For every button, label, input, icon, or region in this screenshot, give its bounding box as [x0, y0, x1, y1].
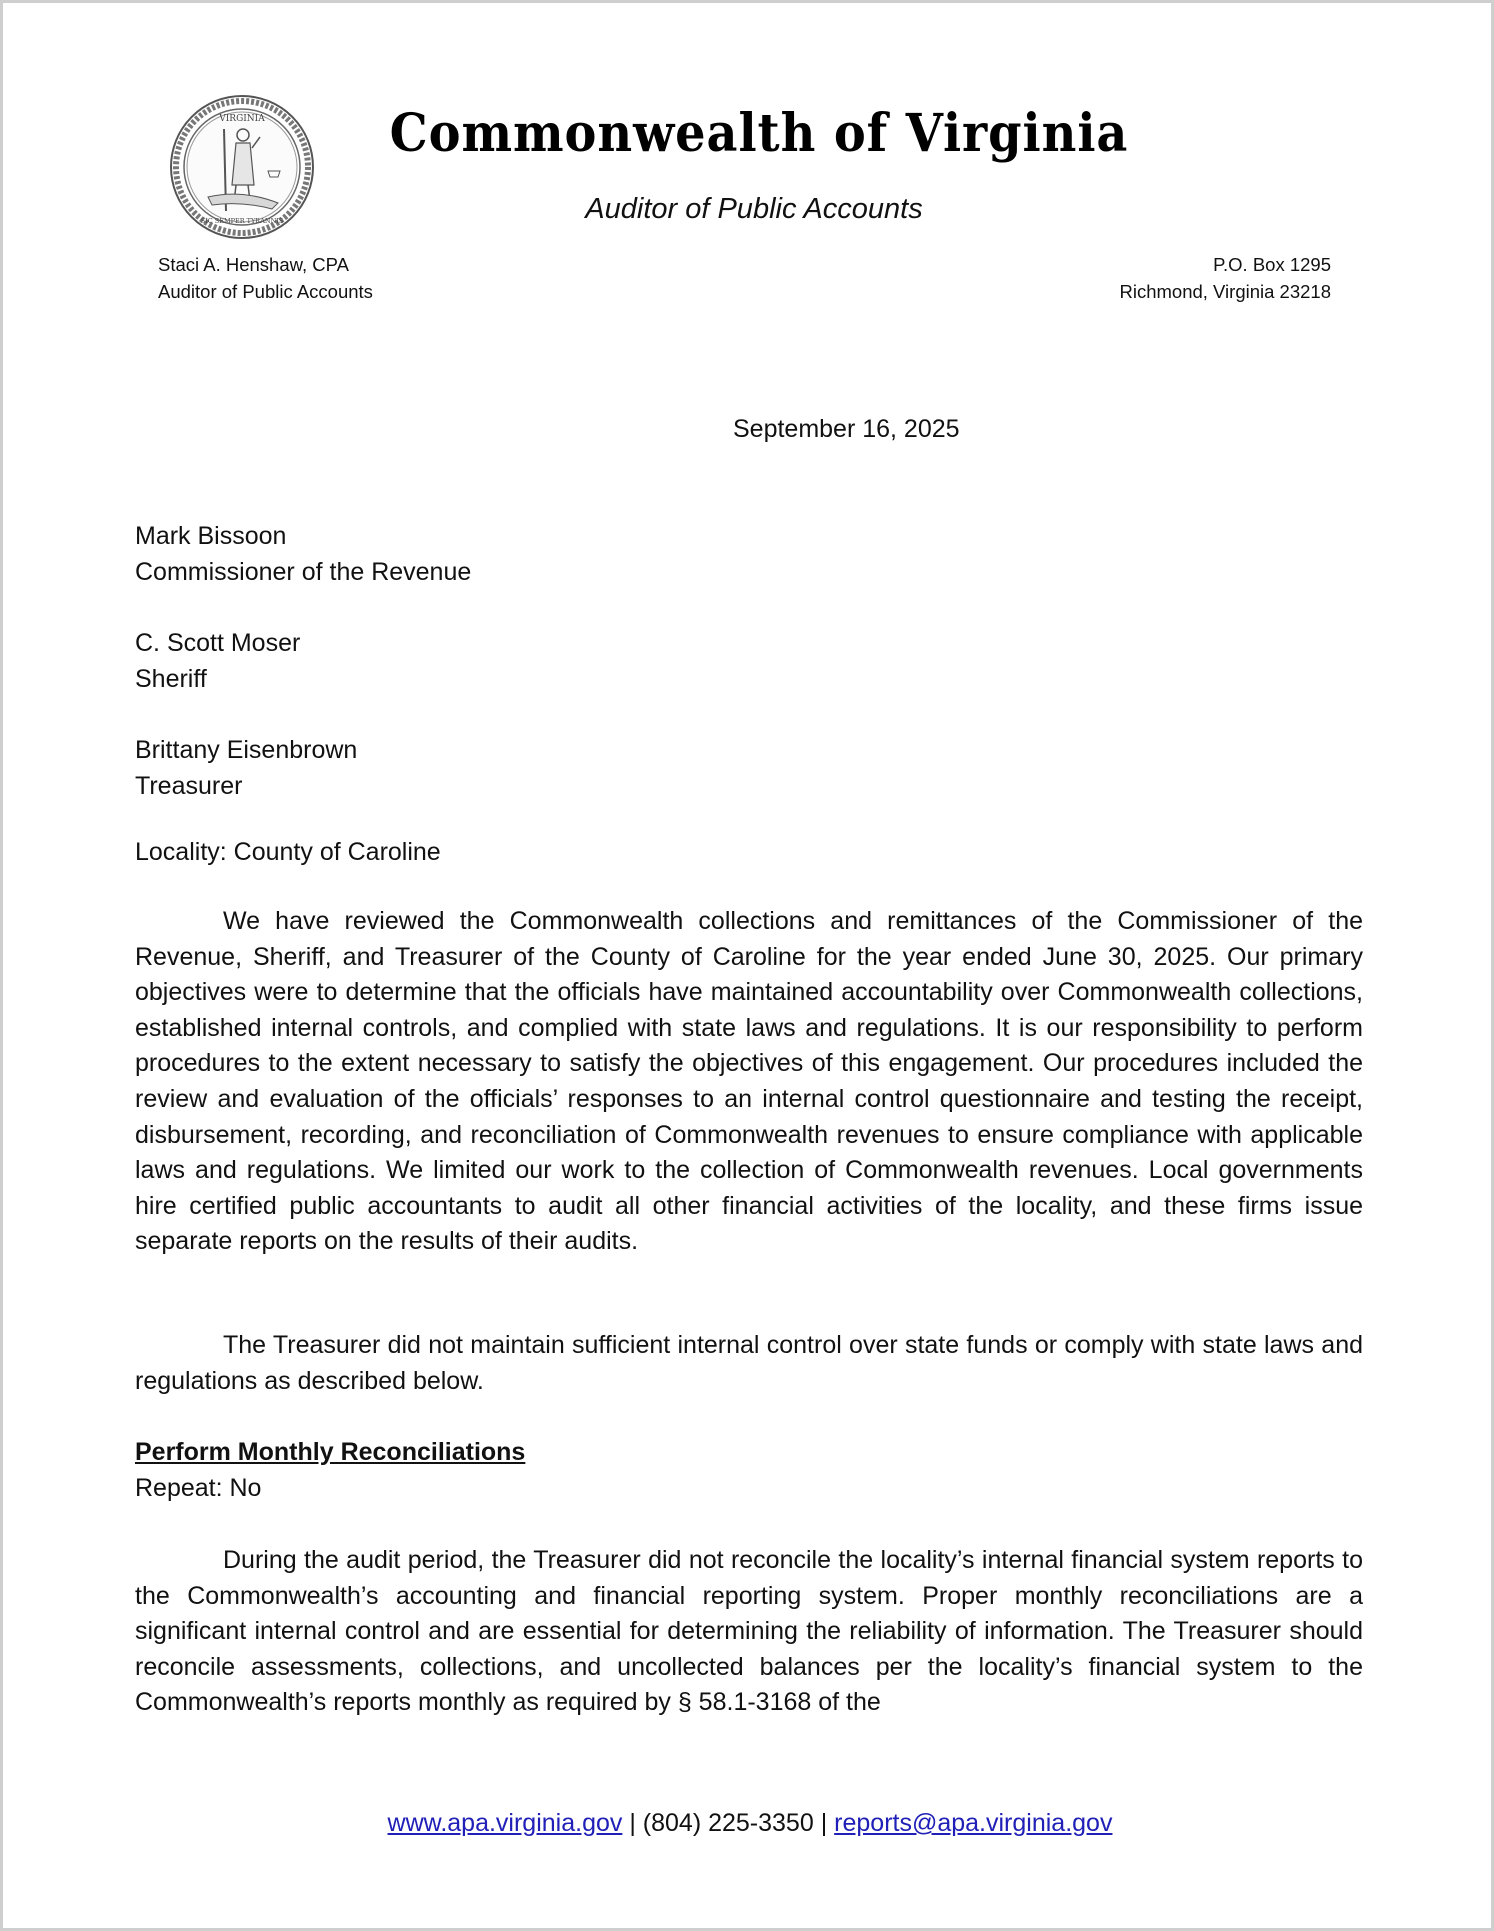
svg-text:SIC SEMPER TYRANNIS: SIC SEMPER TYRANNIS	[200, 217, 284, 225]
recipient	[135, 733, 1363, 804]
svg-text:VIRGINIA: VIRGINIA	[219, 114, 265, 124]
sender-block	[158, 251, 373, 305]
recipients-block	[135, 519, 1363, 841]
finding-repeat-status: Repeat: No	[135, 1473, 262, 1502]
recipient-name: C. Scott Moser	[135, 629, 301, 658]
address-line-2: Richmond, Virginia 23218	[1119, 281, 1331, 302]
letter-page	[3, 3, 1491, 1928]
recipient-name: Mark Bissoon	[135, 522, 287, 550]
recipient-title: Commissioner of the Revenue	[135, 557, 472, 586]
letter-date: September 16, 2025	[733, 415, 960, 443]
footer-separator: |	[629, 1809, 636, 1837]
finding-heading-block	[135, 1435, 1363, 1506]
recipient-title: Treasurer	[135, 771, 243, 800]
recipient	[135, 519, 1363, 590]
intro-paragraph: We have reviewed the Commonwealth collections and remittances of the Commissioner of the Revenue, Sheriff, and Treasurer of the County of Caroline for the year ended June 30, 2025. Our primary objectives were to determine that the officials have maintained accountability over Commonwealth collections, established internal controls, and complied with state laws and regulations. It is our responsibility to perform procedures to the extent necessary to satisfy the objectives of this engagement. Our procedures included the review and evaluation of the officials’ responses to an internal control questionnaire and testing the receipt, disbursement, recording, and reconciliation of Commonwealth revenues to ensure compliance with applicable laws and regulations. We limited our work to the collection of Commonwealth revenues. Local governments hire certified public accountants to audit all other financial activities of the locality, and these firms issue separate reports on the results of their audits.	[135, 907, 1363, 1256]
finding-title: Perform Monthly Reconciliations	[135, 1438, 526, 1466]
recipient	[135, 626, 1363, 697]
sender-name: Staci A. Henshaw, CPA	[158, 254, 349, 275]
summary-paragraph: The Treasurer did not maintain sufficient internal control over state funds or comply with state laws and regulations as described below.	[135, 1331, 1363, 1395]
sender-title: Auditor of Public Accounts	[158, 281, 373, 302]
website-link[interactable]: www.apa.virginia.gov	[387, 1809, 623, 1837]
masthead-subtitle: Auditor of Public Accounts	[585, 193, 923, 225]
footer-separator: |	[820, 1809, 828, 1837]
footer-contact	[3, 1809, 1494, 1838]
address-line-1: P.O. Box 1295	[1213, 254, 1331, 275]
email-link[interactable]: reports@apa.virginia.gov	[834, 1809, 1113, 1837]
mailing-address-block	[1119, 251, 1331, 305]
masthead-title: Commonwealth of Virginia	[389, 103, 1129, 164]
phone-number: (804) 225-3350	[642, 1809, 814, 1837]
finding-paragraph: During the audit period, the Treasurer did not reconcile the locality’s internal financial system reports to the Commonwealth’s accounting and financial reporting system. Proper monthly reconciliations are a significant internal control and are essential for determining the reliability of information. The Treasurer should reconcile assessments, collections, and uncollected balances per the locality’s financial system to the Commonwealth’s reports monthly as required by § 58.1-3168 of the	[135, 1546, 1363, 1717]
recipient-title: Sheriff	[135, 664, 207, 693]
recipient-name: Brittany Eisenbrown	[135, 736, 358, 765]
locality-line: Locality: County of Caroline	[135, 838, 441, 866]
